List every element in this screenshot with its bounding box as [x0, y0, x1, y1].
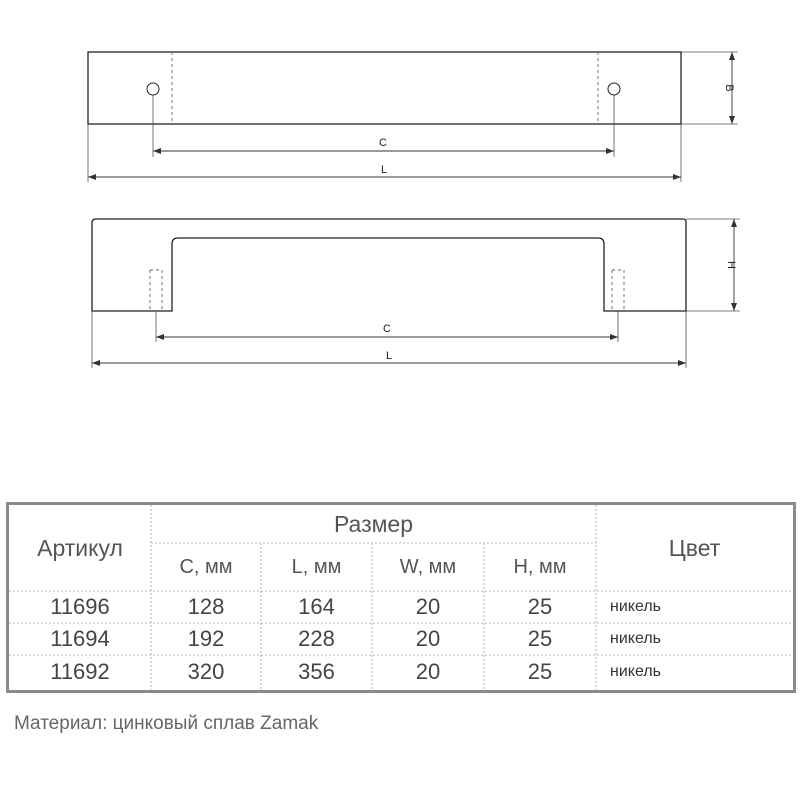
mount-hole-left	[147, 83, 159, 95]
row-1-h: 25	[527, 594, 553, 619]
material-note: Материал: цинковый сплав Zamak	[14, 713, 319, 734]
dim-h-label: H	[725, 261, 737, 269]
row-3-w: 20	[415, 658, 441, 684]
row-3-l: 356	[298, 658, 335, 684]
dim-b-label: B	[723, 84, 735, 92]
handle-side-outline	[92, 219, 686, 311]
mount-hole-right	[608, 83, 620, 95]
row-2-c: 192	[187, 626, 225, 651]
row-1-l: 164	[298, 594, 335, 619]
row-2-l: 228	[298, 626, 335, 651]
row-2-article: 11694	[50, 626, 110, 651]
dim-l-label-top: L	[380, 164, 388, 176]
header-size: Размер	[333, 510, 414, 537]
header-article: Артикул	[37, 534, 123, 561]
row-1-color: никель	[610, 598, 661, 615]
row-1-c: 128	[187, 594, 225, 619]
row-2-h: 25	[527, 626, 553, 651]
side-view	[92, 219, 740, 368]
row-3-h: 25	[527, 658, 553, 684]
dim-c-label-side: C	[383, 323, 391, 335]
row-2-color: никель	[610, 630, 661, 647]
header-l: L, мм	[291, 555, 342, 578]
row-1-article: 11696	[50, 594, 110, 619]
header-w: W, мм	[399, 555, 457, 578]
dim-l-label-side: L	[385, 350, 393, 362]
row-2-w: 20	[415, 626, 441, 651]
insert-left	[150, 270, 162, 311]
header-c: C, мм	[179, 555, 233, 578]
row-3-c: 320	[187, 658, 225, 684]
row-1-w: 20	[415, 594, 441, 619]
insert-right	[612, 270, 624, 311]
handle-top-outline	[88, 52, 681, 124]
row-3-color: никель	[610, 662, 661, 680]
top-view	[88, 52, 738, 182]
spec-table	[6, 502, 796, 693]
header-h: H, мм	[513, 555, 567, 578]
header-color: Цвет	[668, 534, 721, 561]
row-3-article: 11692	[50, 658, 110, 684]
dim-c-label-top: C	[379, 137, 387, 149]
